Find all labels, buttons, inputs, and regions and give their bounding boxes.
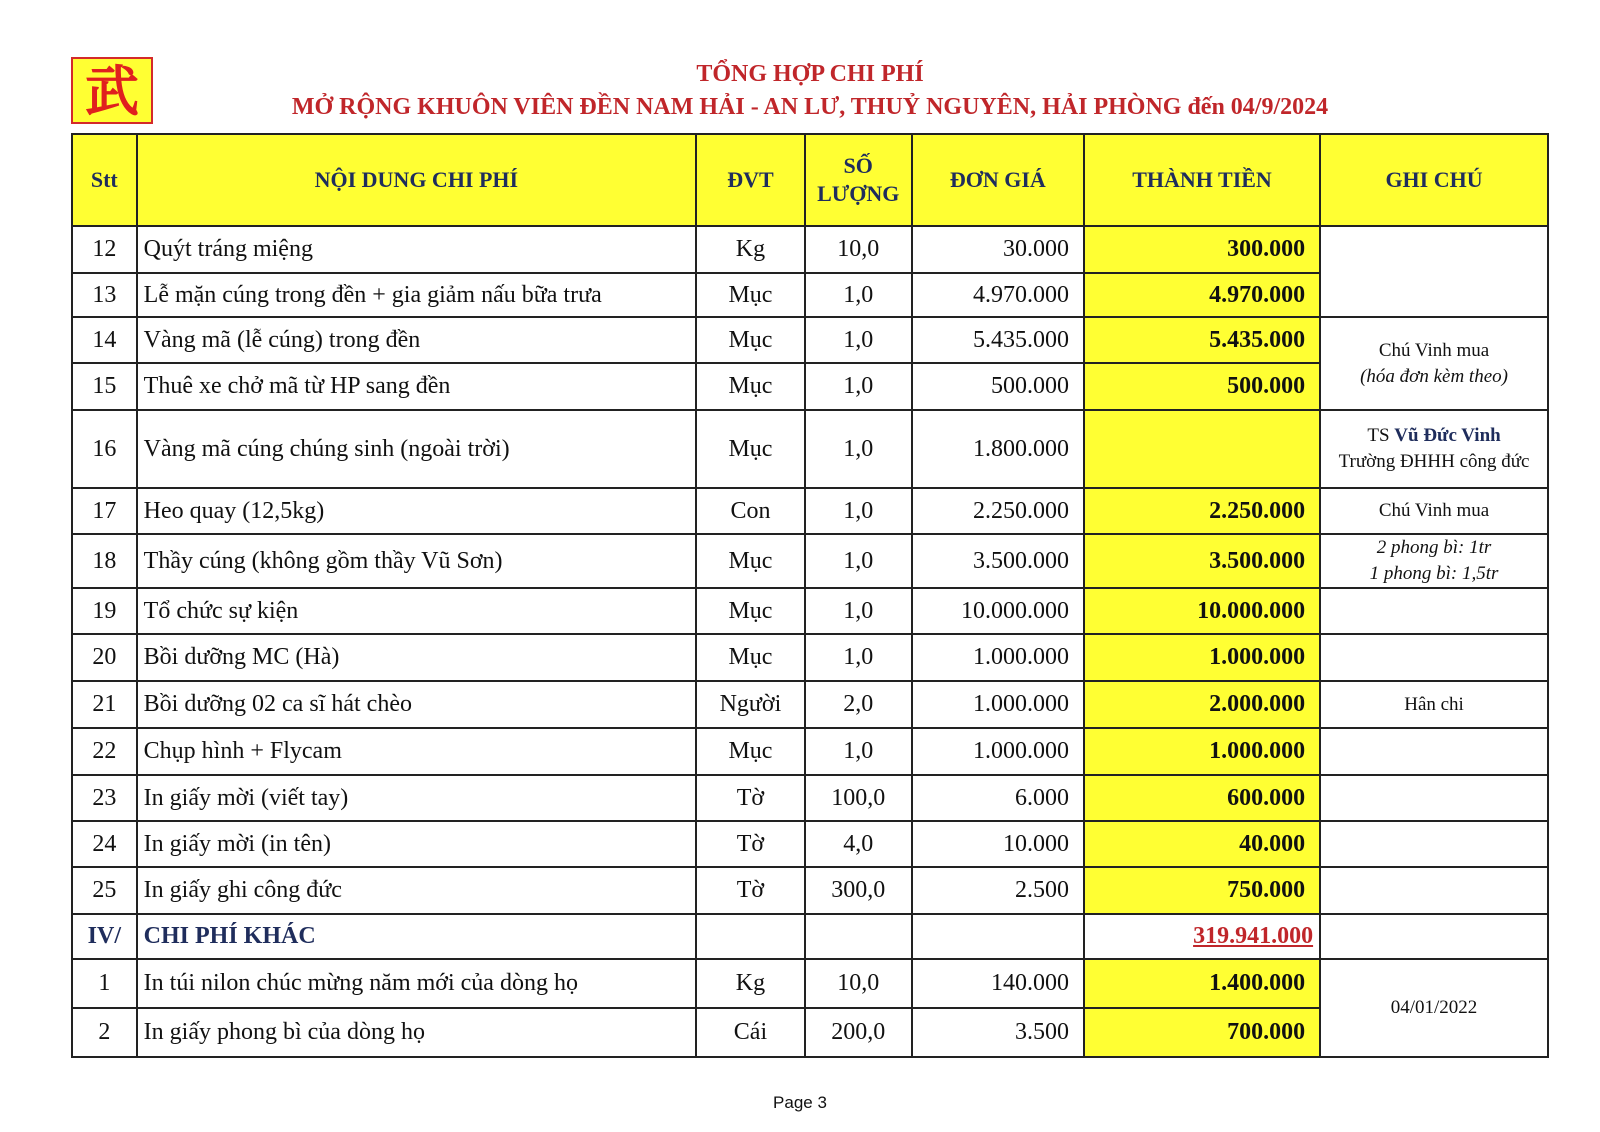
row-stt: 14 <box>72 317 137 363</box>
row-price: 2.500 <box>912 867 1084 914</box>
row-amount: 5.435.000 <box>1084 317 1320 363</box>
header-qty-line1: SỐ <box>843 153 873 178</box>
row-stt: 21 <box>72 681 137 728</box>
row-price: 2.250.000 <box>912 488 1084 534</box>
table-row <box>72 226 1548 273</box>
row-note <box>1320 226 1548 317</box>
row-note <box>1320 867 1548 914</box>
row-amount: 4.970.000 <box>1084 273 1320 317</box>
table-row <box>72 534 1548 588</box>
row-stt: 18 <box>72 534 137 588</box>
row-note <box>1320 728 1548 775</box>
table-row <box>72 867 1548 914</box>
table-row <box>72 488 1548 534</box>
row-unit: Con <box>696 488 805 534</box>
row-content: Bồi dưỡng MC (Hà) <box>137 634 696 681</box>
row-stt: 22 <box>72 728 137 775</box>
row-unit: Kg <box>696 959 805 1008</box>
cost-table <box>71 133 1549 1058</box>
row-qty: 100,0 <box>805 775 912 821</box>
row-price: 1.000.000 <box>912 681 1084 728</box>
row-content: In giấy phong bì của dòng họ <box>137 1008 696 1057</box>
row-price: 6.000 <box>912 775 1084 821</box>
row-amount: 700.000 <box>1084 1008 1320 1057</box>
row-content: Chụp hình + Flycam <box>137 728 696 775</box>
row-qty: 10,0 <box>805 226 912 273</box>
table-row <box>72 317 1548 363</box>
header-unit: ĐVT <box>696 134 805 226</box>
header-qty <box>805 134 912 226</box>
row-content: Tổ chức sự kiện <box>137 588 696 634</box>
note-text: Vũ Đức Vinh <box>1394 425 1501 446</box>
row-qty: 4,0 <box>805 821 912 867</box>
row-stt: 15 <box>72 363 137 410</box>
row-amount: 2.250.000 <box>1084 488 1320 534</box>
header-note: GHI CHÚ <box>1320 134 1548 226</box>
row-qty: 10,0 <box>805 959 912 1008</box>
row-qty: 1,0 <box>805 588 912 634</box>
table-row <box>72 588 1548 634</box>
row-stt: 16 <box>72 410 137 488</box>
row-price: 140.000 <box>912 959 1084 1008</box>
document-title: TỔNG HỢP CHI PHÍ <box>696 61 924 87</box>
row-unit: Kg <box>696 226 805 273</box>
row-content: Thầy cúng (không gồm thầy Vũ Sơn) <box>137 534 696 588</box>
row-price: 5.435.000 <box>912 317 1084 363</box>
row-content: Heo quay (12,5kg) <box>137 488 696 534</box>
row-price: 10.000.000 <box>912 588 1084 634</box>
table-row <box>72 959 1548 1008</box>
section-total: 319.941.000 <box>1084 914 1320 959</box>
row-qty: 1,0 <box>805 410 912 488</box>
table-row <box>72 634 1548 681</box>
header-price: ĐƠN GIÁ <box>912 134 1084 226</box>
row-qty: 1,0 <box>805 488 912 534</box>
section-price <box>912 914 1084 959</box>
row-unit: Mục <box>696 317 805 363</box>
row-note: Hân chi <box>1320 681 1548 728</box>
row-unit: Mục <box>696 534 805 588</box>
row-price: 4.970.000 <box>912 273 1084 317</box>
row-unit: Mục <box>696 588 805 634</box>
row-stt: 13 <box>72 273 137 317</box>
row-unit: Cái <box>696 1008 805 1057</box>
row-qty: 1,0 <box>805 534 912 588</box>
row-content: Vàng mã cúng chúng sinh (ngoài trời) <box>137 410 696 488</box>
row-stt: 12 <box>72 226 137 273</box>
section-note <box>1320 914 1548 959</box>
row-amount: 10.000.000 <box>1084 588 1320 634</box>
row-unit: Tờ <box>696 775 805 821</box>
row-price: 10.000 <box>912 821 1084 867</box>
row-price: 500.000 <box>912 363 1084 410</box>
row-amount: 750.000 <box>1084 867 1320 914</box>
row-amount: 1.000.000 <box>1084 634 1320 681</box>
section-qty <box>805 914 912 959</box>
row-content: In túi nilon chúc mừng năm mới của dòng họ <box>137 959 696 1008</box>
row-qty: 1,0 <box>805 273 912 317</box>
document-subtitle: MỞ RỘNG KHUÔN VIÊN ĐỀN NAM HẢI - AN LƯ, THUỶ NGUYÊN, HẢI PHÒNG đến 04/9/2024 <box>291 94 1329 120</box>
section-row <box>72 914 1548 959</box>
row-amount: 2.000.000 <box>1084 681 1320 728</box>
row-note: 04/01/2022 <box>1320 959 1548 1057</box>
row-note <box>1320 588 1548 634</box>
table-row <box>72 410 1548 488</box>
row-amount: 500.000 <box>1084 363 1320 410</box>
row-stt: 1 <box>72 959 137 1008</box>
header-stt: Stt <box>72 134 137 226</box>
section-title: CHI PHÍ KHÁC <box>137 914 696 959</box>
row-stt: 25 <box>72 867 137 914</box>
row-content: In giấy mời (in tên) <box>137 821 696 867</box>
row-price: 1.000.000 <box>912 634 1084 681</box>
row-amount: 300.000 <box>1084 226 1320 273</box>
note-text: (hóa đơn kèm theo) <box>1360 365 1508 387</box>
row-note <box>1320 410 1548 488</box>
row-qty: 300,0 <box>805 867 912 914</box>
row-unit: Mục <box>696 410 805 488</box>
table-row <box>72 775 1548 821</box>
row-price: 1.000.000 <box>912 728 1084 775</box>
row-content: In giấy mời (viết tay) <box>137 775 696 821</box>
row-amount: 600.000 <box>1084 775 1320 821</box>
row-stt: 20 <box>72 634 137 681</box>
note-text: TS <box>1367 425 1395 446</box>
section-unit <box>696 914 805 959</box>
row-price: 30.000 <box>912 226 1084 273</box>
row-qty: 1,0 <box>805 363 912 410</box>
row-note <box>1320 317 1548 410</box>
row-qty: 2,0 <box>805 681 912 728</box>
row-unit: Tờ <box>696 821 805 867</box>
row-content: Vàng mã (lễ cúng) trong đền <box>137 317 696 363</box>
row-content: Bồi dưỡng 02 ca sĩ hát chèo <box>137 681 696 728</box>
logo-stamp <box>71 57 153 124</box>
row-unit: Mục <box>696 634 805 681</box>
header-content: NỘI DUNG CHI PHÍ <box>137 134 696 226</box>
header-qty-line2: LƯỢNG <box>817 181 900 206</box>
table-row <box>72 728 1548 775</box>
row-unit: Người <box>696 681 805 728</box>
row-stt: 24 <box>72 821 137 867</box>
note-text: 1 phong bì: 1,5tr <box>1369 563 1499 584</box>
row-amount <box>1084 410 1320 488</box>
row-note <box>1320 534 1548 588</box>
row-price: 3.500.000 <box>912 534 1084 588</box>
note-text: Chú Vinh mua <box>1378 339 1490 361</box>
row-stt: 2 <box>72 1008 137 1057</box>
row-content: Thuê xe chở mã từ HP sang đền <box>137 363 696 410</box>
table-row <box>72 681 1548 728</box>
row-price: 1.800.000 <box>912 410 1084 488</box>
row-qty: 1,0 <box>805 634 912 681</box>
row-unit: Tờ <box>696 867 805 914</box>
row-note <box>1320 821 1548 867</box>
table-header-row <box>72 134 1548 226</box>
logo-glyph: 武 <box>85 58 139 123</box>
row-note: Chú Vinh mua <box>1320 488 1548 534</box>
row-stt: 17 <box>72 488 137 534</box>
row-content: Lễ mặn cúng trong đền + gia giảm nấu bữa trưa <box>137 273 696 317</box>
note-text: 2 phong bì: 1tr <box>1376 537 1492 558</box>
row-unit: Mục <box>696 728 805 775</box>
row-qty: 1,0 <box>805 317 912 363</box>
row-qty: 200,0 <box>805 1008 912 1057</box>
row-unit: Mục <box>696 273 805 317</box>
note-text: Trường ĐHHH công đức <box>1338 451 1530 472</box>
header-amount: THÀNH TIỀN <box>1084 134 1320 226</box>
page-footer: Page 3 <box>773 1093 827 1112</box>
table-row <box>72 821 1548 867</box>
row-amount: 1.400.000 <box>1084 959 1320 1008</box>
row-note <box>1320 775 1548 821</box>
row-content: Quýt tráng miệng <box>137 226 696 273</box>
row-amount: 40.000 <box>1084 821 1320 867</box>
row-amount: 1.000.000 <box>1084 728 1320 775</box>
row-content: In giấy ghi công đức <box>137 867 696 914</box>
row-amount: 3.500.000 <box>1084 534 1320 588</box>
row-stt: 19 <box>72 588 137 634</box>
row-note <box>1320 634 1548 681</box>
row-stt: 23 <box>72 775 137 821</box>
row-qty: 1,0 <box>805 728 912 775</box>
row-unit: Mục <box>696 363 805 410</box>
section-stt: IV/ <box>72 914 137 959</box>
row-price: 3.500 <box>912 1008 1084 1057</box>
